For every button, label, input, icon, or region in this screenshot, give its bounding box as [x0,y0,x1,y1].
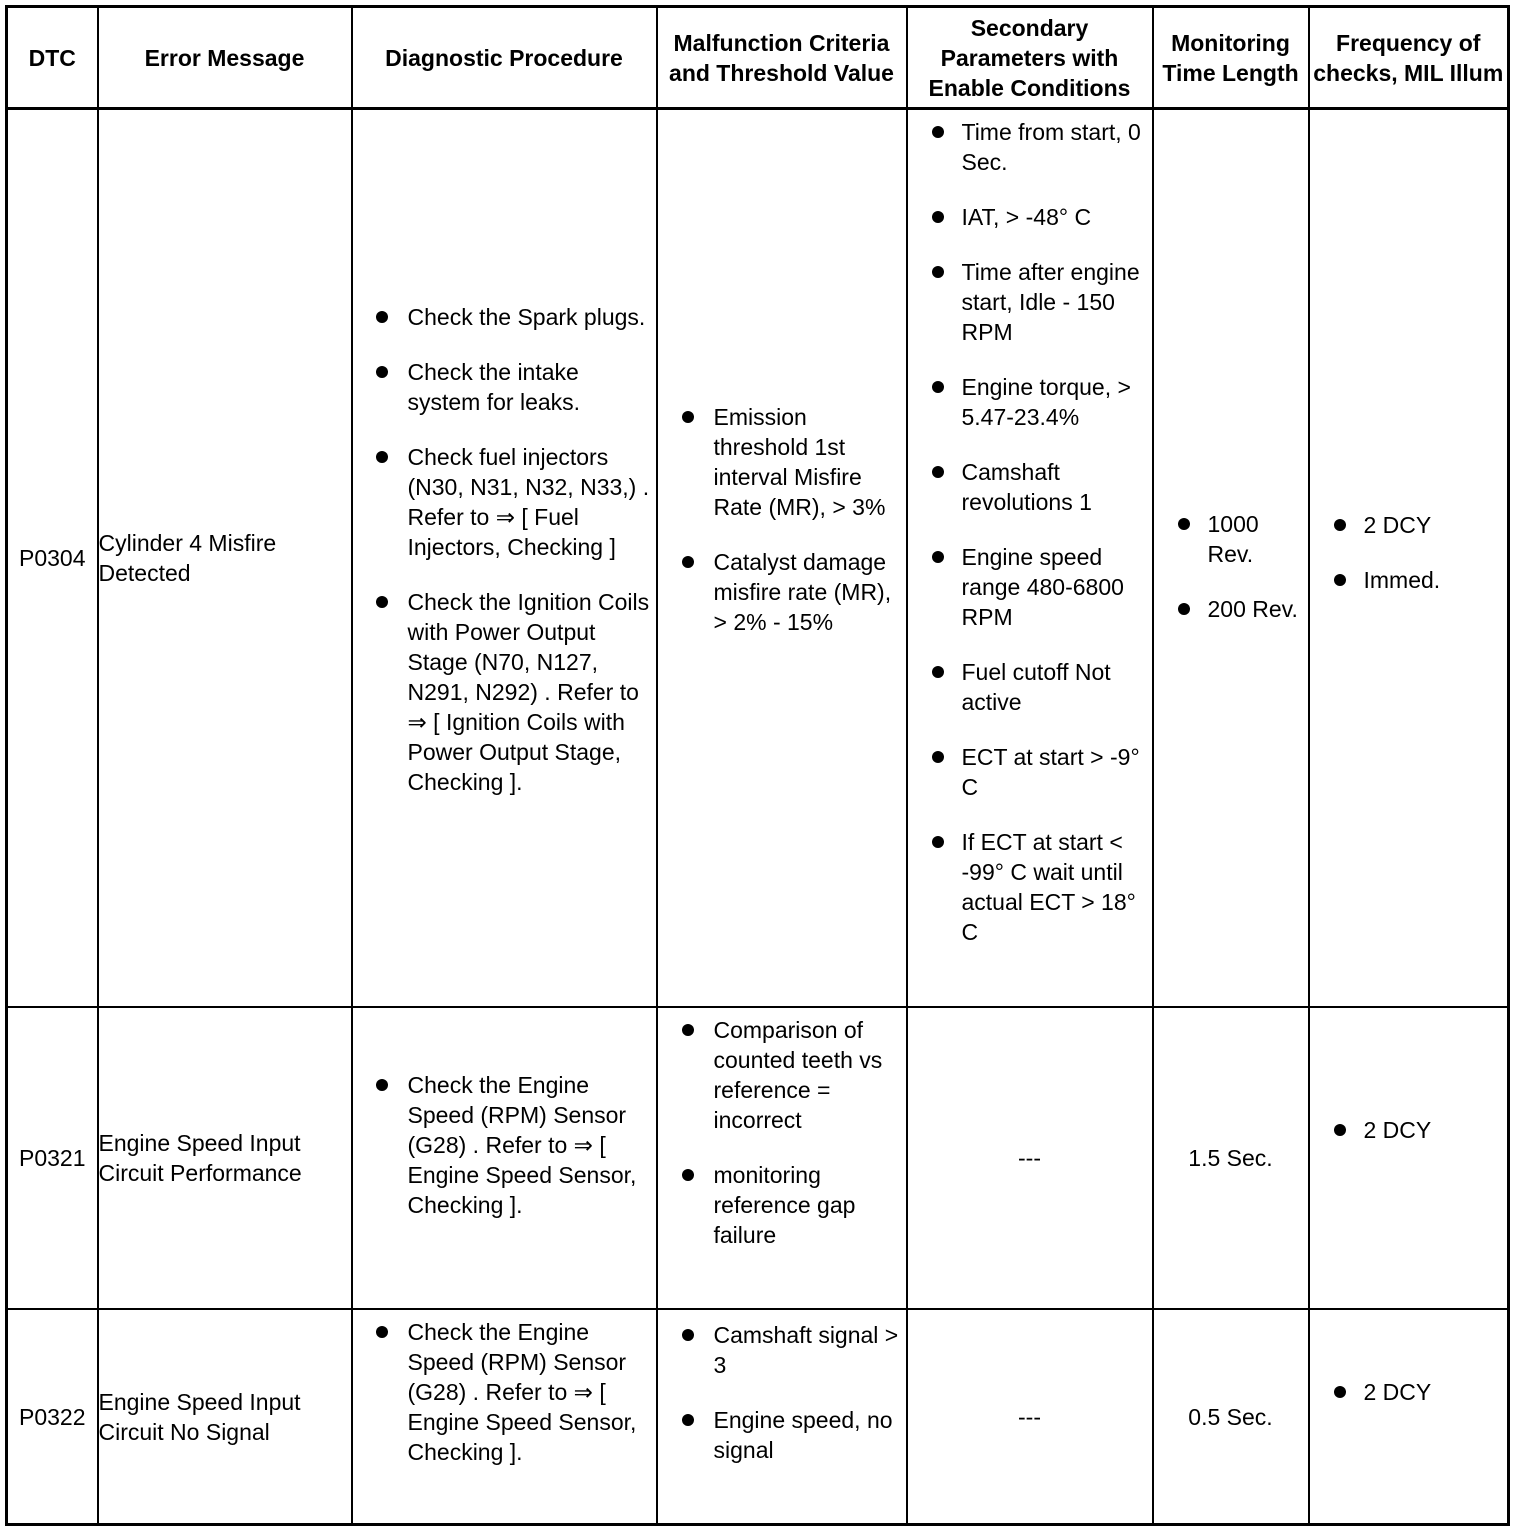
procedure-item: Check the intake system for leaks. [353,357,656,417]
monitoring-item: 200 Rev. [1154,594,1308,624]
header-frequency: Frequency of checks, MIL Illum [1309,7,1509,109]
header-row [7,7,1509,109]
secondary-parameters: --- [907,1007,1153,1309]
secondary-item: Fuel cutoff Not active [908,657,1152,717]
frequency-checks [1309,109,1509,1007]
header-secondary-parameters: Secondary Parameters with Enable Conditions [907,7,1153,109]
error-message: Cylinder 4 Misfire Detected [98,109,352,1007]
header-monitoring-time: Monitoring Time Length [1153,7,1309,109]
monitoring-time: 1.5 Sec. [1153,1007,1309,1309]
frequency-item: Immed. [1310,565,1508,595]
malfunction-criteria [657,1007,907,1309]
malfunction-item: Camshaft signal > 3 [658,1320,906,1380]
malfunction-item: Emission threshold 1st interval Misfire Rate (MR), > 3% [658,402,906,522]
monitoring-time [1153,109,1309,1007]
malfunction-criteria [657,109,907,1007]
frequency-checks [1309,1309,1509,1524]
diagnostic-procedure [352,1309,657,1524]
table-row-p0304 [7,109,1509,1007]
header-error-message: Error Message [98,7,352,109]
frequency-item: 2 DCY [1310,1377,1508,1407]
procedure-item: Check fuel injectors (N30, N31, N32, N33,) . Refer to ⇒ [ Fuel Injectors, Checking ] [353,442,656,562]
secondary-item: ECT at start > -9° C [908,742,1152,802]
secondary-parameters [907,109,1153,1007]
procedure-item: Check the Engine Speed (RPM) Sensor (G28) . Refer to ⇒ [ Engine Speed Sensor, Checking ]. [353,1070,656,1220]
dtc-code: P0304 [7,109,98,1007]
header-diagnostic-procedure: Diagnostic Procedure [352,7,657,109]
secondary-item: IAT, > -48° C [908,202,1152,232]
monitoring-item: 1000 Rev. [1154,509,1308,569]
dtc-table [5,5,1510,1526]
malfunction-criteria [657,1309,907,1524]
error-message: Engine Speed Input Circuit Performance [98,1007,352,1309]
dtc-code: P0321 [7,1007,98,1309]
diagnostic-procedure [352,1007,657,1309]
secondary-item: Time after engine start, Idle - 150 RPM [908,257,1152,347]
malfunction-item: Catalyst damage misfire rate (MR), > 2% - 15% [658,547,906,637]
header-dtc: DTC [7,7,98,109]
dtc-code: P0322 [7,1309,98,1524]
diagnostic-procedure [352,109,657,1007]
malfunction-item: monitoring reference gap failure [658,1160,906,1250]
malfunction-item: Engine speed, no signal [658,1405,906,1465]
error-message: Engine Speed Input Circuit No Signal [98,1309,352,1524]
secondary-parameters: --- [907,1309,1153,1524]
secondary-item: Engine speed range 480-6800 RPM [908,542,1152,632]
malfunction-item: Comparison of counted teeth vs reference = incorrect [658,1015,906,1135]
secondary-item: Camshaft revolutions 1 [908,457,1152,517]
header-malfunction-criteria: Malfunction Criteria and Threshold Value [657,7,907,109]
monitoring-time: 0.5 Sec. [1153,1309,1309,1524]
procedure-item: Check the Ignition Coils with Power Output Stage (N70, N127, N291, N292) . Refer to ⇒ [ Ignition Coils with Power Output Stage, Checking ]. [353,587,656,797]
secondary-item: If ECT at start < -99° C wait until actual ECT > 18° C [908,827,1152,947]
table-row-p0321 [7,1007,1509,1309]
secondary-item: Engine torque, > 5.47-23.4% [908,372,1152,432]
secondary-item: Time from start, 0 Sec. [908,117,1152,177]
procedure-item: Check the Spark plugs. [353,302,656,332]
frequency-item: 2 DCY [1310,510,1508,540]
frequency-item: 2 DCY [1310,1115,1508,1145]
procedure-item: Check the Engine Speed (RPM) Sensor (G28) . Refer to ⇒ [ Engine Speed Sensor, Checking ]. [353,1317,656,1467]
frequency-checks [1309,1007,1509,1309]
table-row-p0322 [7,1309,1509,1524]
